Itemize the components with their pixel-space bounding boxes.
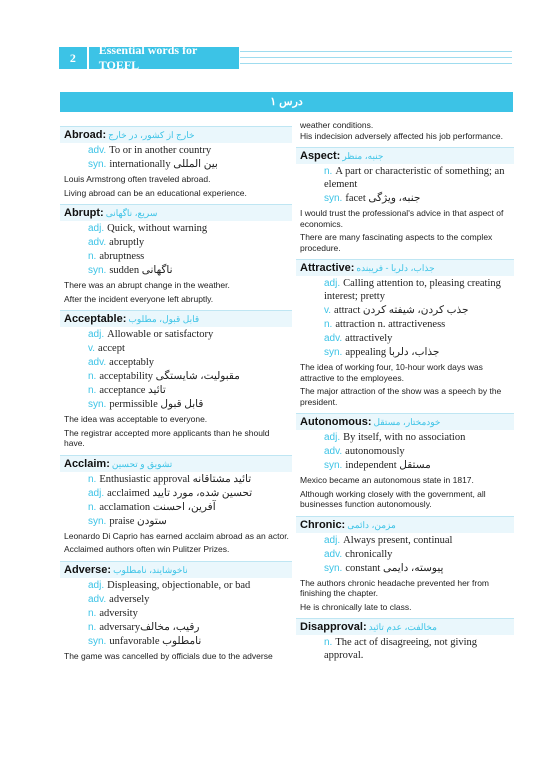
definition-line xyxy=(296,459,514,472)
part-of-speech: adj. xyxy=(324,432,341,443)
part-of-speech: adv. xyxy=(324,333,343,344)
definition-text: adversely xyxy=(109,593,150,605)
definition-line xyxy=(60,487,292,500)
definition-text: The act of disagreeing, not giving approval. xyxy=(324,637,478,661)
part-of-speech: n. xyxy=(324,637,333,648)
word-translation: جذاب، دلربا - فریبنده xyxy=(356,263,435,273)
definition-line xyxy=(60,264,292,277)
word-heading xyxy=(296,618,514,635)
example-sentence: He is chronically late to class. xyxy=(300,601,412,612)
definition-text: permissible قابل قبول xyxy=(109,399,204,410)
definition-line xyxy=(60,370,292,383)
word-heading xyxy=(60,126,292,143)
word-heading xyxy=(60,455,292,472)
part-of-speech: n. xyxy=(88,371,97,382)
definition-text: Always present, continual xyxy=(343,534,453,546)
definition-text: adversity xyxy=(99,607,138,619)
book-title: Essential words for TOEFL xyxy=(98,43,198,72)
part-of-speech: syn. xyxy=(324,460,343,471)
page-header xyxy=(59,43,239,72)
word-title: Attractive: xyxy=(300,262,355,274)
definition-text: chronically xyxy=(345,548,393,560)
word-heading xyxy=(60,310,292,327)
definition-text: Enthusiastic approval تائید مشتاقانه xyxy=(99,473,252,485)
word-title: Acceptable: xyxy=(64,313,127,325)
definition-text: sudden ناگهانی xyxy=(109,265,173,276)
definition-text: acclamation آفرین، احسنت xyxy=(99,501,216,513)
example-sentence: There was an abrupt change in the weather. xyxy=(64,280,230,290)
example-sentence: The game was cancelled by officials due to the adverse xyxy=(64,650,273,661)
word-translation: سریع، ناگهانی xyxy=(105,208,158,218)
part-of-speech: n. xyxy=(88,607,97,619)
example-sentence: The major attraction of the show was a speech by the president. xyxy=(300,386,502,407)
definition-line xyxy=(296,534,514,547)
example-sentence: Although working closely with the government, all businesses function autonomously. xyxy=(300,488,486,509)
definition-text: constant پیوسته، دایمی xyxy=(345,562,444,574)
definition-line xyxy=(296,548,514,561)
definition-line xyxy=(296,445,514,458)
definition-line xyxy=(60,398,292,411)
part-of-speech: syn. xyxy=(324,193,343,204)
part-of-speech: adj. xyxy=(88,579,105,591)
definition-text: Quick, without warning xyxy=(107,223,208,234)
part-of-speech: adj. xyxy=(88,487,105,499)
definition-line xyxy=(60,635,292,648)
part-of-speech: adv. xyxy=(88,237,107,248)
word-translation: تشویق و تحسین xyxy=(111,458,173,469)
definition-line xyxy=(60,384,292,397)
word-heading xyxy=(60,204,292,221)
example-sentence: The idea of working four, 10-hour work days was attractive to the employees. xyxy=(300,362,483,383)
part-of-speech: adv. xyxy=(88,145,107,156)
definition-text: accept xyxy=(98,343,125,354)
definition-text: autonomously xyxy=(345,446,405,457)
example-sentence: His indecision adversely affected his job performance. xyxy=(300,130,504,141)
word-translation: خودمختار، مستقل xyxy=(373,417,441,427)
word-title: Aspect: xyxy=(300,150,341,162)
example-sentence: Acclaimed authors often win Pulitzer Prizes. xyxy=(64,544,230,554)
part-of-speech: adj. xyxy=(324,534,341,546)
definition-text: unfavorable نامطلوب xyxy=(109,635,202,647)
definition-text: internationally بین المللی xyxy=(109,159,218,170)
left-column xyxy=(60,120,292,661)
definition-text: acclaimed تحسین شده، مورد تایید xyxy=(107,487,253,499)
definition-line xyxy=(60,222,292,235)
header-rule xyxy=(240,51,512,69)
example-sentence: The registrar accepted more applicants than he should have. xyxy=(64,427,270,448)
definition-line xyxy=(60,593,292,606)
definition-text: Allowable or satisfactory xyxy=(107,329,214,340)
word-translation: مخالفت، عدم تائید xyxy=(368,622,437,632)
part-of-speech: adj. xyxy=(88,329,105,340)
part-of-speech: v. xyxy=(88,343,96,354)
definition-text: A part or characteristic of something; an element xyxy=(324,166,505,190)
definition-line xyxy=(296,562,514,575)
word-title: Disapproval: xyxy=(300,621,367,633)
definition-text: adversaryرقیب، مخالف xyxy=(99,621,200,633)
word-title: Acclaim: xyxy=(64,457,110,470)
definition-text: By itself, with no association xyxy=(343,432,466,443)
word-translation: قابل قبول، مطلوب xyxy=(128,314,200,324)
part-of-speech: adv. xyxy=(324,548,343,560)
definition-text: independent مستقل xyxy=(345,460,431,471)
part-of-speech: syn. xyxy=(88,635,107,647)
word-heading xyxy=(296,147,514,164)
example-sentence: I would trust the professional's advice in that aspect of economics. xyxy=(300,208,504,229)
definition-line xyxy=(60,501,292,514)
word-translation: ناخوشایند، نامطلوب xyxy=(113,564,188,575)
word-title: Abrupt: xyxy=(64,207,104,219)
part-of-speech: n. xyxy=(88,501,97,513)
definition-line xyxy=(296,346,514,359)
definition-line xyxy=(60,342,292,355)
definition-text: attractively xyxy=(345,333,393,344)
word-title: Autonomous: xyxy=(300,416,372,428)
example-sentence: Living abroad can be an educational experience. xyxy=(64,187,247,198)
right-column xyxy=(296,120,514,662)
word-heading xyxy=(296,413,514,430)
definition-text: abruptness xyxy=(99,251,145,262)
part-of-speech: adj. xyxy=(88,223,105,234)
definition-line xyxy=(296,332,514,345)
part-of-speech: n. xyxy=(88,621,97,633)
definition-line xyxy=(296,192,514,205)
definition-text: To or in another country xyxy=(109,145,212,156)
part-of-speech: n. xyxy=(88,385,97,396)
definition-text: facet جنبه، ویژگی xyxy=(345,193,421,204)
definition-line xyxy=(296,165,514,191)
definition-line xyxy=(60,236,292,249)
part-of-speech: syn. xyxy=(324,347,343,358)
definition-text: abruptly xyxy=(109,237,145,248)
definition-text: acceptably xyxy=(109,357,155,368)
word-title: Chronic: xyxy=(300,518,346,531)
definition-line xyxy=(60,579,292,592)
word-translation: جنبه، منظر xyxy=(342,151,384,161)
definition-line xyxy=(60,250,292,263)
definition-text: Displeasing, objectionable, or bad xyxy=(107,579,251,591)
word-translation: مزمن، دائمی xyxy=(347,519,396,530)
word-heading xyxy=(296,516,514,533)
lesson-banner: درس ۱ xyxy=(60,92,513,112)
part-of-speech: syn. xyxy=(324,562,343,574)
definition-text: acceptance تائید xyxy=(99,385,166,396)
definition-line xyxy=(296,431,514,444)
part-of-speech: syn. xyxy=(88,515,107,527)
example-sentence: The authors chronic headache prevented her from finishing the chapter. xyxy=(300,577,490,598)
definition-line xyxy=(60,621,292,634)
part-of-speech: syn. xyxy=(88,265,107,276)
definition-text: Calling attention to, pleasing creating interest; pretty xyxy=(324,278,501,302)
word-translation: خارج از کشور، در خارج xyxy=(108,130,195,140)
definition-line xyxy=(296,304,514,317)
example-sentence: After the incident everyone left abruptly. xyxy=(64,293,214,304)
part-of-speech: v. xyxy=(324,305,332,316)
example-sentence: Mexico became an autonomous state in 1817. xyxy=(300,475,474,485)
definition-line xyxy=(60,515,292,528)
page-number: 2 xyxy=(59,47,89,69)
definition-line xyxy=(296,318,514,331)
definition-text: attract جذب کردن، شیفته کردن xyxy=(334,305,469,316)
example-sentence: There are many fascinating aspects to the complex procedure. xyxy=(300,232,493,253)
part-of-speech: n. xyxy=(324,166,333,177)
part-of-speech: syn. xyxy=(88,159,107,170)
word-heading xyxy=(296,259,514,276)
definition-text: acceptability مقبولیت، شایستگی xyxy=(99,371,240,382)
example-sentence: The idea was acceptable to everyone. xyxy=(64,414,208,424)
part-of-speech: syn. xyxy=(88,399,107,410)
definition-line xyxy=(60,473,292,486)
word-title: Abroad: xyxy=(64,129,107,141)
word-title: Adverse: xyxy=(64,563,112,576)
part-of-speech: adv. xyxy=(324,446,343,457)
definition-text: praise ستودن xyxy=(109,515,167,527)
example-sentence: weather conditions. xyxy=(300,120,374,130)
definition-line xyxy=(60,607,292,620)
definition-line xyxy=(60,328,292,341)
definition-line xyxy=(296,636,514,662)
part-of-speech: n. xyxy=(324,319,333,330)
part-of-speech: n. xyxy=(88,473,97,485)
example-sentence: Louis Armstrong often traveled abroad. xyxy=(64,174,211,184)
part-of-speech: n. xyxy=(88,251,97,262)
definition-line xyxy=(60,356,292,369)
part-of-speech: adj. xyxy=(324,278,341,289)
definition-line xyxy=(60,158,292,171)
definition-line xyxy=(296,277,514,303)
part-of-speech: adv. xyxy=(88,593,107,605)
definition-text: attraction n. attractiveness xyxy=(335,319,446,330)
word-heading xyxy=(60,561,292,578)
definition-line xyxy=(60,144,292,157)
example-sentence: Leonardo Di Caprio has earned acclaim abroad as an actor. xyxy=(64,530,289,541)
definition-text: appealing جذاب، دلربا xyxy=(345,347,440,358)
part-of-speech: adv. xyxy=(88,357,107,368)
